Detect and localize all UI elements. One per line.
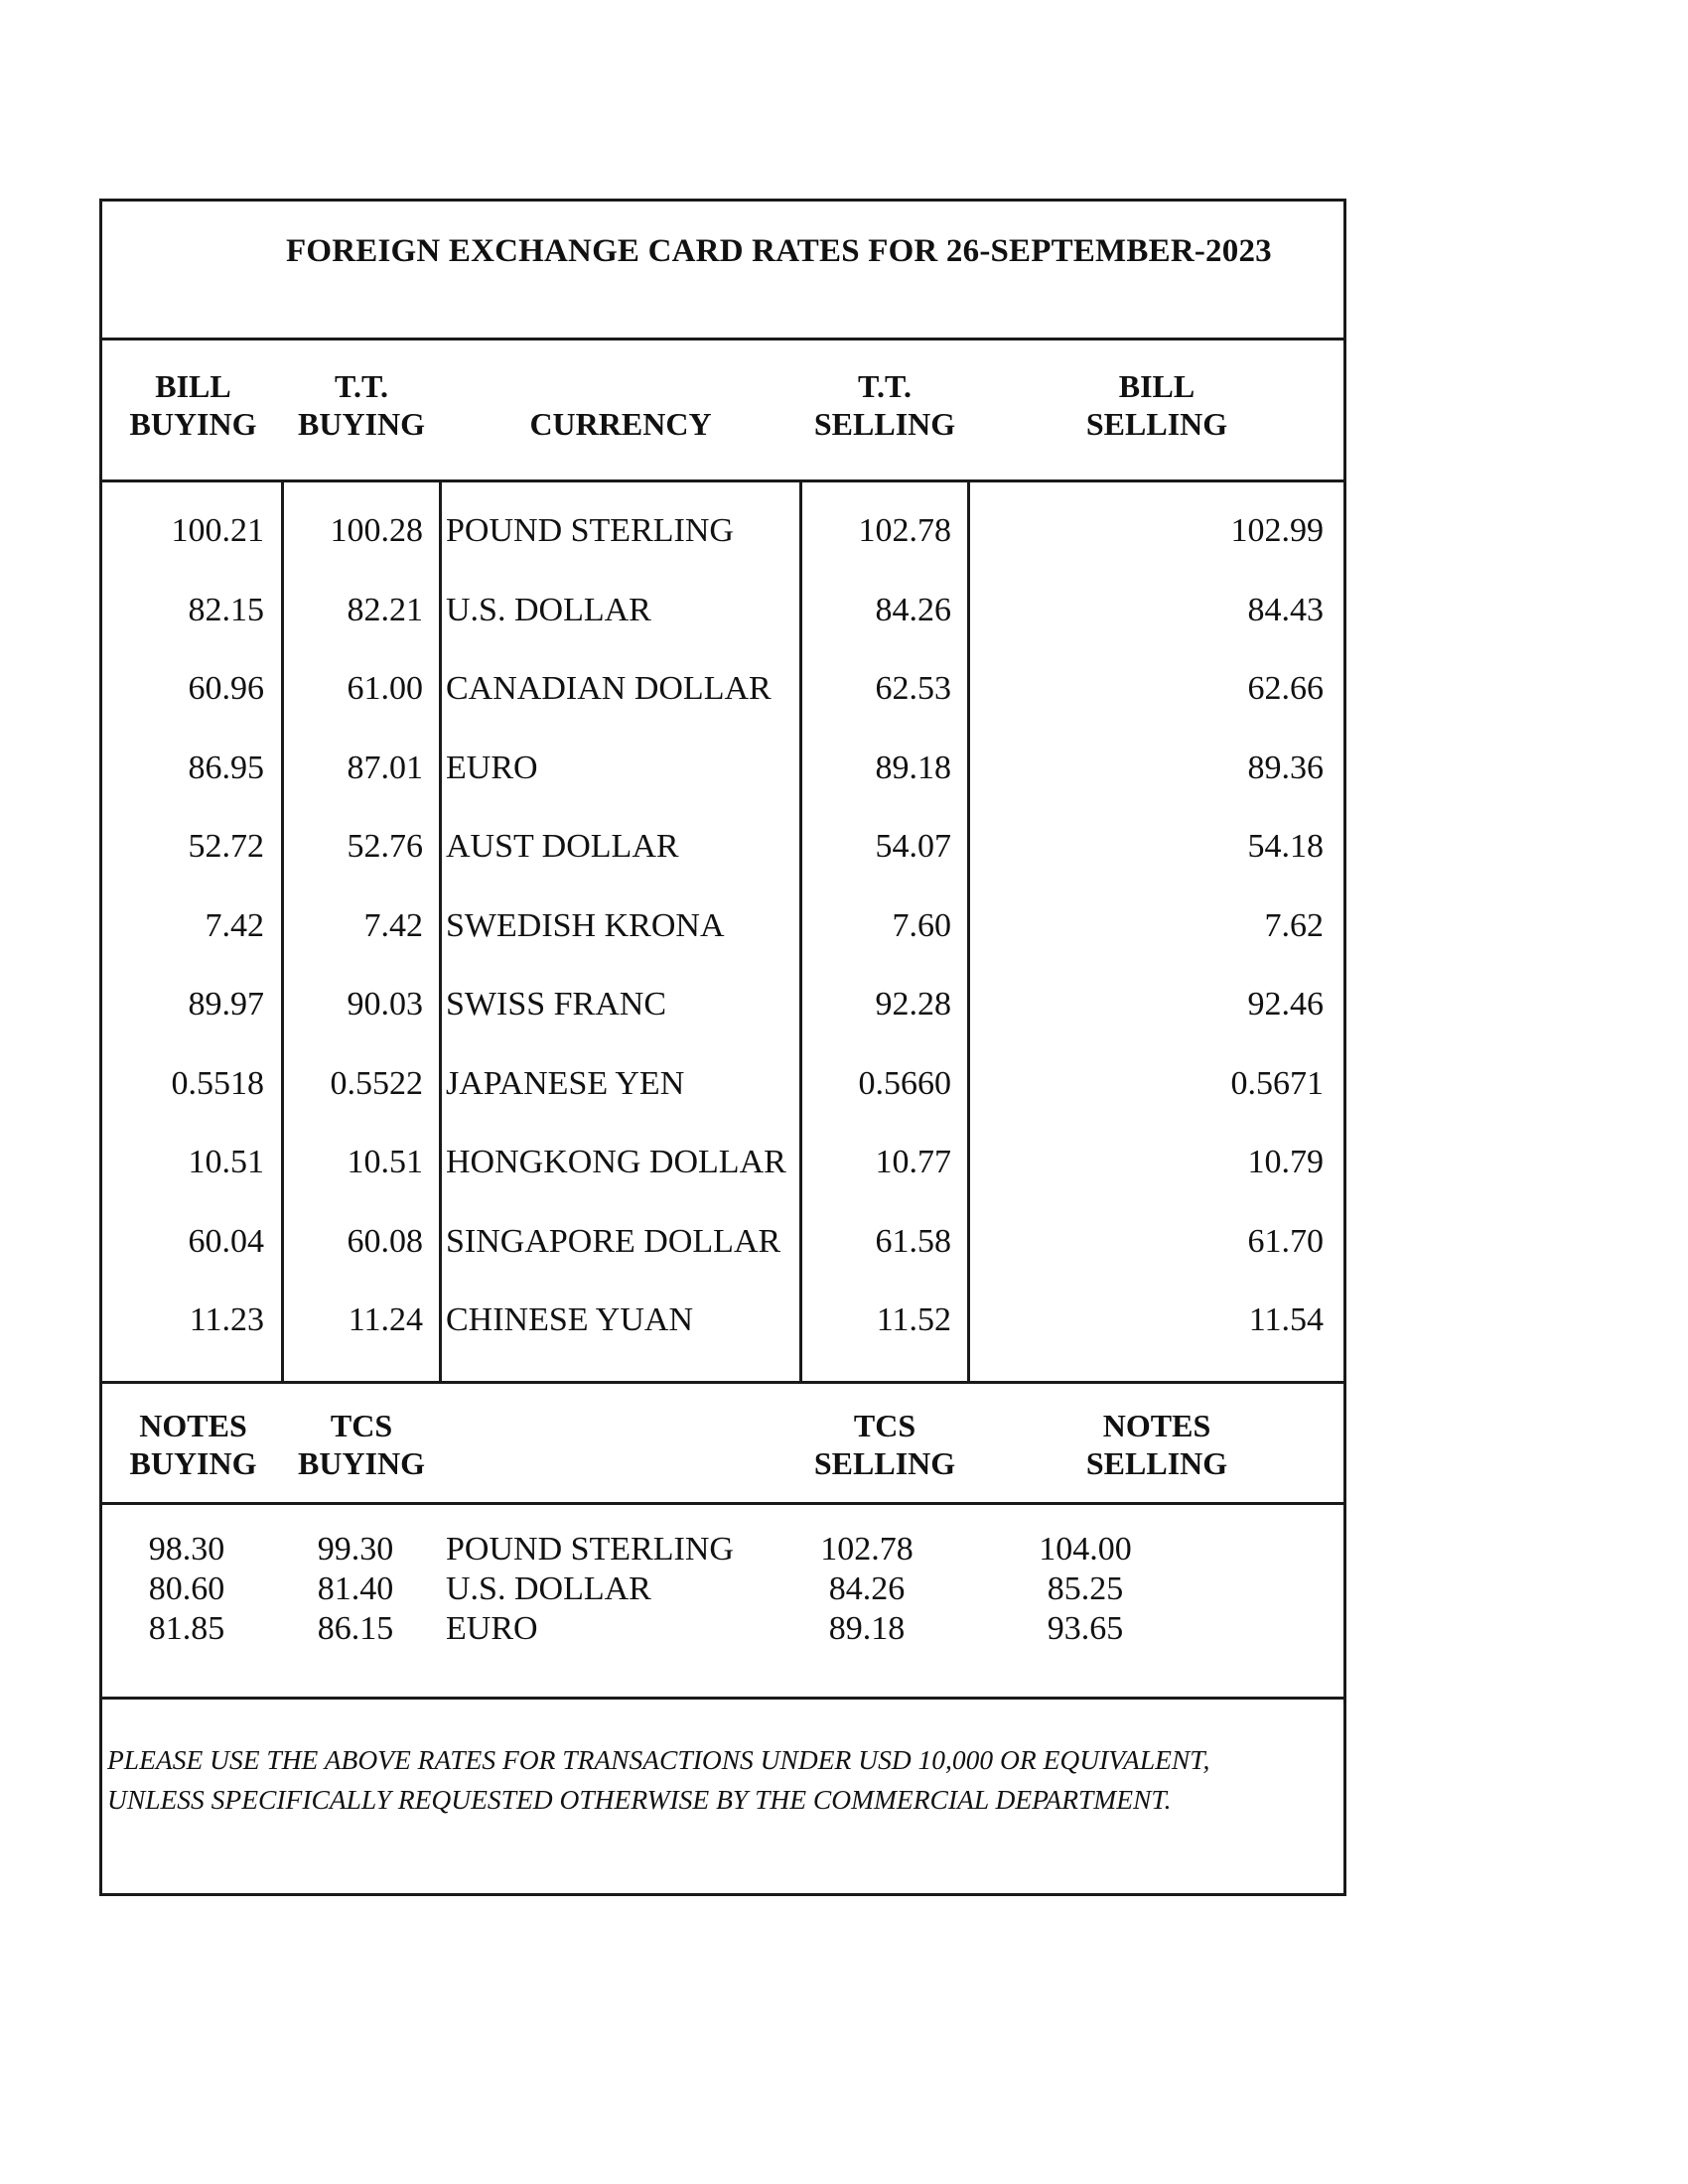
- bill-buying-value: 100.21: [171, 512, 264, 549]
- notes-selling-value: 104.00: [1039, 1531, 1132, 1568]
- tcs-selling-value: 84.26: [828, 1570, 906, 1607]
- tt-selling-value: 92.28: [875, 986, 951, 1023]
- tt-buying-value: 10.51: [347, 1144, 423, 1180]
- header-notes-selling: NOTES SELLING: [1085, 1408, 1228, 1481]
- header-currency: CURRENCY: [529, 406, 712, 442]
- currency-name: SINGAPORE DOLLAR: [446, 1222, 781, 1260]
- tt-buying-value: 87.01: [347, 749, 423, 786]
- tt-buying-value: 82.21: [347, 591, 423, 628]
- tt-selling-value: 7.60: [892, 906, 951, 944]
- tt-selling-value: 10.77: [875, 1144, 951, 1180]
- notes-buying-value: 98.30: [148, 1531, 225, 1568]
- bill-buying-value: 52.72: [188, 828, 264, 865]
- tt-selling-value: 84.26: [875, 591, 951, 628]
- bill-selling-value: 54.18: [1247, 828, 1324, 865]
- bill-buying-value: 7.42: [205, 906, 264, 944]
- tcs-selling-value: 102.78: [820, 1531, 914, 1568]
- bill-selling-value: 89.36: [1247, 749, 1324, 786]
- bill-buying-value: 86.95: [188, 749, 264, 786]
- currency-name: CHINESE YUAN: [446, 1301, 694, 1338]
- notes-buying-value: 81.85: [148, 1610, 225, 1647]
- tt-selling-value: 11.52: [876, 1301, 951, 1338]
- bill-selling-value: 62.66: [1247, 670, 1324, 707]
- currency-name: U.S. DOLLAR: [446, 591, 651, 628]
- column-divider: [439, 481, 442, 1382]
- bill-selling-value: 11.54: [1248, 1301, 1324, 1338]
- bill-buying-value: 10.51: [188, 1144, 264, 1180]
- currency-name: POUND STERLING: [446, 512, 734, 549]
- header-notes-buying: NOTES BUYING: [129, 1408, 257, 1481]
- notes-divider: [102, 1697, 1343, 1700]
- tt-buying-value: 100.28: [330, 512, 423, 549]
- tt-buying-value: 0.5522: [330, 1064, 423, 1102]
- bill-buying-value: 11.23: [189, 1301, 264, 1338]
- bill-buying-value: 82.15: [188, 591, 264, 628]
- tt-buying-value: 90.03: [347, 986, 423, 1023]
- header-bill-selling: BILL SELLING: [1085, 368, 1228, 442]
- currency-name: JAPANESE YEN: [446, 1064, 685, 1102]
- currency-name: POUND STERLING: [446, 1531, 734, 1568]
- currency-name: AUST DOLLAR: [446, 828, 679, 865]
- bill-selling-value: 61.70: [1247, 1222, 1324, 1260]
- tt-buying-value: 7.42: [363, 906, 423, 944]
- footnote: PLEASE USE THE ABOVE RATES FOR TRANSACTIONS UNDER USD 10,000 OR EQUIVALENT, UNLESS SPECIFICALLY REQUESTED OTHERWISE BY THE COMMERCIAL DEPARTMENT.: [107, 1744, 1210, 1815]
- notes-buying-value: 80.60: [148, 1570, 225, 1607]
- header-tt-buying: T.T. BUYING: [297, 368, 425, 442]
- rate-card: [99, 199, 1346, 1896]
- currency-name: SWEDISH KRONA: [446, 906, 725, 944]
- tcs-selling-value: 89.18: [828, 1610, 906, 1647]
- tcs-buying-value: 81.40: [317, 1570, 394, 1607]
- bill-buying-value: 60.96: [188, 670, 264, 707]
- bill-selling-value: 84.43: [1247, 591, 1324, 628]
- header-tcs-buying: TCS BUYING: [297, 1408, 425, 1481]
- currency-name: EURO: [446, 749, 538, 786]
- notes-header-divider: [102, 1502, 1343, 1505]
- tt-selling-value: 61.58: [875, 1222, 951, 1260]
- header-bill-buying: BILL BUYING: [129, 368, 257, 442]
- tt-buying-value: 61.00: [347, 670, 423, 707]
- tcs-buying-value: 86.15: [317, 1610, 394, 1647]
- bill-selling-value: 0.5671: [1230, 1064, 1324, 1102]
- header-tcs-selling: TCS SELLING: [813, 1408, 956, 1481]
- bill-selling-value: 10.79: [1247, 1144, 1324, 1180]
- currency-name: HONGKONG DOLLAR: [446, 1144, 786, 1180]
- bill-selling-value: 92.46: [1247, 986, 1324, 1023]
- tt-buying-value: 60.08: [347, 1222, 423, 1260]
- bill-buying-value: 89.97: [188, 986, 264, 1023]
- rates-divider: [102, 1381, 1343, 1384]
- currency-name: SWISS FRANC: [446, 986, 667, 1023]
- tcs-buying-value: 99.30: [317, 1531, 394, 1568]
- currency-name: U.S. DOLLAR: [446, 1570, 651, 1607]
- bill-selling-value: 7.62: [1264, 906, 1324, 944]
- bill-buying-value: 0.5518: [171, 1064, 264, 1102]
- page-title: FOREIGN EXCHANGE CARD RATES FOR 26-SEPTEMBER-2023: [286, 233, 1272, 269]
- tt-selling-value: 102.78: [858, 512, 951, 549]
- currency-name: CANADIAN DOLLAR: [446, 670, 772, 707]
- currency-name: EURO: [446, 1610, 538, 1647]
- tt-selling-value: 0.5660: [858, 1064, 951, 1102]
- tt-selling-value: 54.07: [875, 828, 951, 865]
- header-divider: [102, 479, 1343, 482]
- bill-selling-value: 102.99: [1230, 512, 1324, 549]
- tt-selling-value: 62.53: [875, 670, 951, 707]
- tt-selling-value: 89.18: [875, 749, 951, 786]
- tt-buying-value: 52.76: [347, 828, 423, 865]
- tt-buying-value: 11.24: [348, 1301, 423, 1338]
- header-tt-selling: T.T. SELLING: [813, 368, 956, 442]
- title-divider: [102, 338, 1343, 341]
- bill-buying-value: 60.04: [188, 1222, 264, 1260]
- notes-selling-value: 85.25: [1047, 1570, 1124, 1607]
- notes-selling-value: 93.65: [1047, 1610, 1124, 1647]
